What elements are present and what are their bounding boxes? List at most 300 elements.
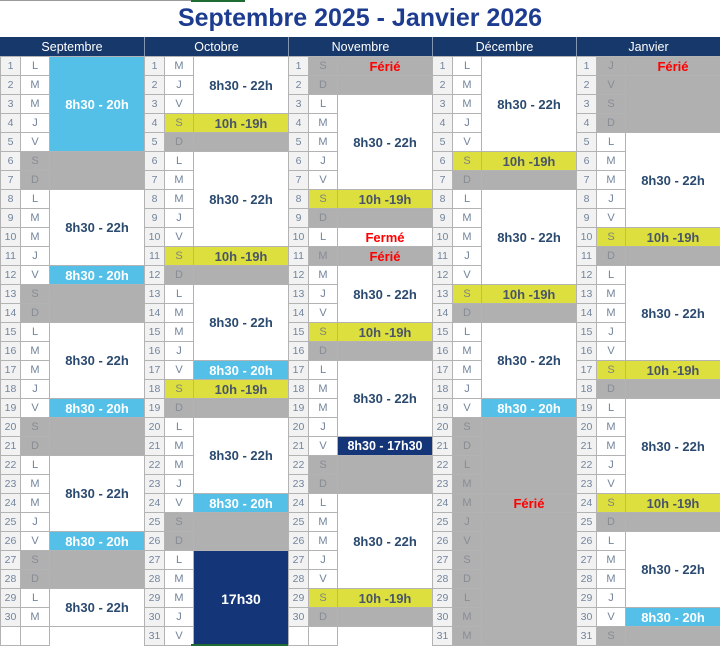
day-number-cell: 13 xyxy=(432,285,453,304)
day-number-cell: 12 xyxy=(144,266,165,285)
day-number-cell: 31 xyxy=(144,627,165,646)
page-title: Septembre 2025 - Janvier 2026 xyxy=(177,4,543,32)
day-number-cell: 5 xyxy=(432,133,453,152)
day-letter-cell: L xyxy=(453,456,482,475)
day-number-cell: 24 xyxy=(288,494,309,513)
day-number-cell: 14 xyxy=(0,304,21,323)
day-letter-cell: D xyxy=(453,437,482,456)
schedule-block-open: 8h30 - 22h xyxy=(194,418,288,494)
day-number-cell: 18 xyxy=(144,380,165,399)
day-number-cell: 5 xyxy=(144,133,165,152)
schedule-block-closed xyxy=(626,380,720,399)
day-letter-cell: J xyxy=(597,456,626,475)
schedule-block-open: 8h30 - 22h xyxy=(338,361,432,437)
schedule-block-open: 8h30 - 22h xyxy=(194,285,288,361)
day-letter-cell: S xyxy=(309,323,338,342)
schedule-block-sat: 10h -19h xyxy=(194,247,288,266)
day-letter-cell: J xyxy=(453,114,482,133)
day-number-cell: 11 xyxy=(0,247,21,266)
day-number-cell: 16 xyxy=(432,342,453,361)
schedule-block-early: 8h30 - 20h xyxy=(50,399,144,418)
day-number-cell: 3 xyxy=(0,95,21,114)
day-number-cell: 10 xyxy=(0,228,21,247)
day-letter-cell: M xyxy=(165,190,194,209)
day-letter-cell: S xyxy=(453,152,482,171)
calendar-grid xyxy=(0,37,720,646)
schedule-block-closed xyxy=(482,513,576,646)
day-letter-cell: D xyxy=(597,247,626,266)
day-letter-cell: D xyxy=(453,171,482,190)
day-letter-cell: S xyxy=(165,114,194,133)
day-letter-cell: M xyxy=(597,304,626,323)
day-letter-cell: D xyxy=(21,304,50,323)
schedule-block-closed xyxy=(482,418,576,494)
day-number-cell: 1 xyxy=(432,57,453,76)
day-number-cell: 15 xyxy=(432,323,453,342)
day-number-cell: 7 xyxy=(144,171,165,190)
schedule-block-short: 8h30 - 17h30 xyxy=(338,437,432,456)
day-letter-cell: L xyxy=(453,57,482,76)
schedule-block-early: 8h30 - 20h xyxy=(482,399,576,418)
month-column-octobre xyxy=(144,37,288,646)
day-number-cell: 4 xyxy=(576,114,597,133)
day-letter-cell: M xyxy=(453,494,482,513)
day-number-cell: 2 xyxy=(288,76,309,95)
schedule-block-sat: 10h -19h xyxy=(626,494,720,513)
day-number-cell: 7 xyxy=(432,171,453,190)
schedule-block-open: 8h30 - 22h xyxy=(50,456,144,532)
day-letter-cell: D xyxy=(165,266,194,285)
day-number-cell: 23 xyxy=(144,475,165,494)
schedule-block-open: 8h30 - 22h xyxy=(626,532,720,608)
day-number-cell: 6 xyxy=(576,152,597,171)
day-letter-cell: S xyxy=(21,551,50,570)
day-letter-cell: S xyxy=(165,513,194,532)
day-letter-cell: D xyxy=(309,209,338,228)
day-number-cell: 29 xyxy=(144,589,165,608)
day-letter-cell: J xyxy=(165,475,194,494)
day-letter-cell: V xyxy=(597,209,626,228)
day-number-cell: 12 xyxy=(288,266,309,285)
day-letter-cell: V xyxy=(309,304,338,323)
schedule-block-open: 8h30 - 22h xyxy=(482,190,576,285)
day-letter-cell: V xyxy=(21,532,50,551)
schedule-block-closed xyxy=(194,513,288,551)
schedule-block-closed xyxy=(50,152,144,190)
day-letter-cell: J xyxy=(453,380,482,399)
day-number-cell: 3 xyxy=(432,95,453,114)
day-letter-cell: L xyxy=(309,361,338,380)
day-letter-cell: V xyxy=(597,76,626,95)
day-number-cell xyxy=(288,627,309,646)
day-number-cell: 6 xyxy=(288,152,309,171)
day-number-cell: 9 xyxy=(288,209,309,228)
month-header: Septembre xyxy=(0,37,144,56)
day-letter-cell: D xyxy=(597,114,626,133)
day-number-cell: 18 xyxy=(288,380,309,399)
day-number-cell: 27 xyxy=(432,551,453,570)
day-number-cell xyxy=(0,627,21,646)
schedule-block-open: 8h30 - 22h xyxy=(194,152,288,247)
day-letter-cell: L xyxy=(309,95,338,114)
day-number-cell: 30 xyxy=(144,608,165,627)
month-grid xyxy=(576,56,720,646)
day-number-cell: 17 xyxy=(144,361,165,380)
day-number-cell: 17 xyxy=(576,361,597,380)
day-number-cell: 6 xyxy=(144,152,165,171)
day-number-cell: 20 xyxy=(432,418,453,437)
day-letter-cell: L xyxy=(453,190,482,209)
month-grid xyxy=(432,56,576,646)
month-column-septembre xyxy=(0,37,144,646)
day-number-cell: 21 xyxy=(432,437,453,456)
day-number-cell: 27 xyxy=(144,551,165,570)
day-number-cell: 23 xyxy=(576,475,597,494)
day-number-cell: 4 xyxy=(0,114,21,133)
day-letter-cell: S xyxy=(21,285,50,304)
day-number-cell: 11 xyxy=(576,247,597,266)
schedule-block-open: 8h30 - 22h xyxy=(338,494,432,589)
day-number-cell: 6 xyxy=(432,152,453,171)
day-letter-cell: L xyxy=(597,133,626,152)
day-number-cell: 26 xyxy=(144,532,165,551)
day-number-cell: 12 xyxy=(0,266,21,285)
day-number-cell: 15 xyxy=(144,323,165,342)
day-letter-cell: M xyxy=(597,551,626,570)
day-letter-cell: M xyxy=(309,133,338,152)
day-letter-cell: M xyxy=(309,266,338,285)
day-number-cell: 10 xyxy=(432,228,453,247)
day-number-cell: 5 xyxy=(288,133,309,152)
day-letter-cell: D xyxy=(453,304,482,323)
schedule-block-closed xyxy=(50,285,144,323)
day-number-cell: 1 xyxy=(288,57,309,76)
day-number-cell: 17 xyxy=(288,361,309,380)
schedule-block-closed xyxy=(50,551,144,589)
day-letter-cell xyxy=(21,627,50,646)
day-letter-cell: L xyxy=(309,494,338,513)
month-grid xyxy=(0,56,144,646)
day-letter-cell: M xyxy=(165,589,194,608)
day-letter-cell: J xyxy=(165,608,194,627)
schedule-block-closed xyxy=(626,627,720,646)
day-number-cell: 23 xyxy=(432,475,453,494)
schedule-block-closed xyxy=(194,266,288,285)
day-letter-cell: V xyxy=(453,266,482,285)
day-number-cell: 31 xyxy=(576,627,597,646)
day-letter-cell: V xyxy=(453,532,482,551)
day-letter-cell: S xyxy=(597,95,626,114)
schedule-block-late: 17h30 xyxy=(194,551,288,646)
day-number-cell: 19 xyxy=(576,399,597,418)
day-letter-cell: V xyxy=(309,437,338,456)
schedule-block-open: 8h30 - 22h xyxy=(626,399,720,494)
schedule-block-ferie: Férié xyxy=(626,57,720,76)
day-letter-cell: V xyxy=(309,171,338,190)
day-number-cell: 5 xyxy=(0,133,21,152)
schedule-block-sat: 10h -19h xyxy=(194,380,288,399)
day-letter-cell: L xyxy=(21,190,50,209)
day-number-cell: 25 xyxy=(144,513,165,532)
day-letter-cell: D xyxy=(21,171,50,190)
day-number-cell: 13 xyxy=(288,285,309,304)
day-letter-cell: S xyxy=(21,152,50,171)
day-letter-cell: D xyxy=(309,475,338,494)
schedule-block-open: 8h30 - 22h xyxy=(194,57,288,114)
day-number-cell: 12 xyxy=(576,266,597,285)
day-letter-cell: L xyxy=(165,418,194,437)
day-letter-cell: M xyxy=(165,304,194,323)
day-number-cell: 29 xyxy=(576,589,597,608)
schedule-block-sat: 10h -19h xyxy=(338,589,432,608)
schedule-block-early: 8h30 - 20h xyxy=(626,608,720,627)
day-number-cell: 12 xyxy=(432,266,453,285)
day-letter-cell: M xyxy=(597,152,626,171)
day-number-cell: 18 xyxy=(576,380,597,399)
day-letter-cell: V xyxy=(165,627,194,646)
day-letter-cell: M xyxy=(21,209,50,228)
day-number-cell: 13 xyxy=(144,285,165,304)
day-number-cell: 8 xyxy=(0,190,21,209)
day-number-cell: 25 xyxy=(576,513,597,532)
day-number-cell: 28 xyxy=(144,570,165,589)
day-letter-cell: M xyxy=(165,171,194,190)
day-number-cell: 2 xyxy=(0,76,21,95)
day-letter-cell: J xyxy=(21,380,50,399)
day-number-cell: 27 xyxy=(0,551,21,570)
day-letter-cell: M xyxy=(165,323,194,342)
day-number-cell: 26 xyxy=(576,532,597,551)
schedule-block-open: 8h30 - 22h xyxy=(626,266,720,361)
day-number-cell: 30 xyxy=(432,608,453,627)
month-column-novembre xyxy=(288,37,432,646)
day-letter-cell: L xyxy=(21,57,50,76)
day-number-cell: 29 xyxy=(0,589,21,608)
day-number-cell: 20 xyxy=(576,418,597,437)
schedule-block-closed xyxy=(338,209,432,228)
day-letter-cell: D xyxy=(165,532,194,551)
day-letter-cell: S xyxy=(309,57,338,76)
month-header: Octobre xyxy=(144,37,288,56)
day-letter-cell: M xyxy=(597,418,626,437)
day-number-cell: 8 xyxy=(144,190,165,209)
day-number-cell: 14 xyxy=(432,304,453,323)
day-letter-cell: M xyxy=(21,95,50,114)
day-letter-cell: M xyxy=(453,209,482,228)
day-number-cell: 24 xyxy=(576,494,597,513)
day-letter-cell: M xyxy=(309,114,338,133)
day-letter-cell: M xyxy=(309,513,338,532)
schedule-block-ferie: Férié xyxy=(338,57,432,76)
day-letter-cell: M xyxy=(165,437,194,456)
month-header: Novembre xyxy=(288,37,432,56)
day-letter-cell: V xyxy=(21,399,50,418)
day-number-cell: 22 xyxy=(432,456,453,475)
day-number-cell: 11 xyxy=(144,247,165,266)
schedule-block-open: 8h30 - 22h xyxy=(338,95,432,190)
day-number-cell: 17 xyxy=(432,361,453,380)
day-number-cell: 9 xyxy=(432,209,453,228)
day-letter-cell: M xyxy=(453,76,482,95)
day-letter-cell: M xyxy=(597,285,626,304)
day-number-cell: 24 xyxy=(144,494,165,513)
day-letter-cell: D xyxy=(309,608,338,627)
schedule-block-early: 8h30 - 20h xyxy=(50,57,144,152)
day-letter-cell: D xyxy=(309,76,338,95)
day-letter-cell: J xyxy=(453,513,482,532)
schedule-block-closed xyxy=(194,399,288,418)
day-number-cell: 4 xyxy=(144,114,165,133)
day-number-cell: 3 xyxy=(144,95,165,114)
day-letter-cell: M xyxy=(597,171,626,190)
schedule-block-early: 8h30 - 20h xyxy=(50,532,144,551)
schedule-block-open: 8h30 - 22h xyxy=(482,323,576,399)
day-letter-cell: M xyxy=(165,456,194,475)
day-number-cell: 25 xyxy=(288,513,309,532)
day-letter-cell: M xyxy=(309,399,338,418)
day-letter-cell: M xyxy=(21,494,50,513)
day-number-cell: 10 xyxy=(576,228,597,247)
day-letter-cell: S xyxy=(597,627,626,646)
day-letter-cell: M xyxy=(453,342,482,361)
day-number-cell: 20 xyxy=(0,418,21,437)
day-number-cell: 28 xyxy=(288,570,309,589)
day-letter-cell: L xyxy=(21,589,50,608)
day-letter-cell: L xyxy=(165,285,194,304)
day-letter-cell: M xyxy=(453,627,482,646)
day-letter-cell: M xyxy=(453,475,482,494)
day-letter-cell: J xyxy=(309,418,338,437)
day-number-cell: 21 xyxy=(0,437,21,456)
schedule-block-closed xyxy=(338,608,432,627)
day-number-cell: 30 xyxy=(0,608,21,627)
schedule-block-sat: 10h -19h xyxy=(626,228,720,247)
day-letter-cell xyxy=(309,627,338,646)
day-number-cell: 9 xyxy=(0,209,21,228)
month-header: Décembre xyxy=(432,37,576,56)
day-letter-cell: M xyxy=(21,228,50,247)
schedule-block-ferie: Férié xyxy=(338,247,432,266)
schedule-block-closed xyxy=(626,76,720,133)
day-number-cell: 1 xyxy=(0,57,21,76)
day-number-cell: 8 xyxy=(576,190,597,209)
schedule-block-early: 8h30 - 20h xyxy=(194,361,288,380)
day-letter-cell: J xyxy=(309,285,338,304)
day-letter-cell: L xyxy=(597,399,626,418)
day-number-cell: 25 xyxy=(432,513,453,532)
day-letter-cell: S xyxy=(309,589,338,608)
day-number-cell: 30 xyxy=(288,608,309,627)
day-letter-cell: S xyxy=(453,285,482,304)
day-letter-cell: J xyxy=(597,589,626,608)
day-number-cell: 22 xyxy=(0,456,21,475)
day-letter-cell: D xyxy=(165,133,194,152)
day-letter-cell: D xyxy=(597,380,626,399)
day-number-cell: 14 xyxy=(288,304,309,323)
schedule-block-open: 8h30 - 22h xyxy=(50,589,144,627)
day-letter-cell: L xyxy=(165,551,194,570)
day-letter-cell: M xyxy=(165,570,194,589)
schedule-block-closed xyxy=(338,456,432,494)
day-letter-cell: S xyxy=(453,418,482,437)
day-letter-cell: D xyxy=(21,570,50,589)
day-letter-cell: S xyxy=(597,361,626,380)
day-number-cell: 8 xyxy=(432,190,453,209)
day-number-cell: 9 xyxy=(576,209,597,228)
schedule-block-early: 8h30 - 20h xyxy=(50,266,144,285)
day-letter-cell: L xyxy=(309,228,338,247)
day-letter-cell: L xyxy=(21,456,50,475)
day-number-cell: 1 xyxy=(144,57,165,76)
schedule-block-ferme: Fermé xyxy=(338,228,432,247)
day-number-cell: 19 xyxy=(288,399,309,418)
day-number-cell: 16 xyxy=(288,342,309,361)
day-number-cell: 15 xyxy=(0,323,21,342)
day-letter-cell: S xyxy=(21,418,50,437)
day-number-cell: 22 xyxy=(288,456,309,475)
day-letter-cell: M xyxy=(453,95,482,114)
day-letter-cell: M xyxy=(309,532,338,551)
day-number-cell: 26 xyxy=(432,532,453,551)
month-column-décembre xyxy=(432,37,576,646)
day-number-cell: 28 xyxy=(0,570,21,589)
day-number-cell: 8 xyxy=(288,190,309,209)
day-letter-cell: V xyxy=(453,133,482,152)
day-number-cell: 28 xyxy=(576,570,597,589)
day-number-cell: 27 xyxy=(576,551,597,570)
day-letter-cell: M xyxy=(453,228,482,247)
day-letter-cell: D xyxy=(309,342,338,361)
schedule-block-early: 8h30 - 20h xyxy=(194,494,288,513)
day-letter-cell: M xyxy=(309,247,338,266)
day-letter-cell: M xyxy=(309,380,338,399)
day-letter-cell: L xyxy=(165,152,194,171)
day-number-cell: 19 xyxy=(144,399,165,418)
day-letter-cell: M xyxy=(597,570,626,589)
day-number-cell: 20 xyxy=(288,418,309,437)
day-letter-cell: J xyxy=(21,513,50,532)
schedule-block-open: 8h30 - 22h xyxy=(482,57,576,152)
day-letter-cell: D xyxy=(21,437,50,456)
day-number-cell: 29 xyxy=(432,589,453,608)
day-number-cell: 15 xyxy=(288,323,309,342)
day-number-cell: 7 xyxy=(0,171,21,190)
schedule-block-closed xyxy=(482,304,576,323)
day-number-cell: 11 xyxy=(288,247,309,266)
day-letter-cell: J xyxy=(309,152,338,171)
day-number-cell: 2 xyxy=(576,76,597,95)
day-number-cell: 23 xyxy=(0,475,21,494)
day-letter-cell: J xyxy=(597,57,626,76)
day-letter-cell: M xyxy=(21,76,50,95)
day-letter-cell: J xyxy=(165,76,194,95)
schedule-block-open: 8h30 - 22h xyxy=(50,323,144,399)
day-number-cell: 22 xyxy=(576,456,597,475)
day-number-cell: 13 xyxy=(576,285,597,304)
day-letter-cell: M xyxy=(21,608,50,627)
day-number-cell: 16 xyxy=(0,342,21,361)
day-number-cell: 18 xyxy=(432,380,453,399)
day-letter-cell: J xyxy=(165,342,194,361)
day-number-cell: 18 xyxy=(0,380,21,399)
day-letter-cell: M xyxy=(21,342,50,361)
day-letter-cell: V xyxy=(165,494,194,513)
day-letter-cell: S xyxy=(597,228,626,247)
schedule-block-open: 8h30 - 22h xyxy=(626,133,720,228)
day-letter-cell: J xyxy=(597,323,626,342)
day-letter-cell: L xyxy=(597,532,626,551)
day-number-cell: 5 xyxy=(576,133,597,152)
